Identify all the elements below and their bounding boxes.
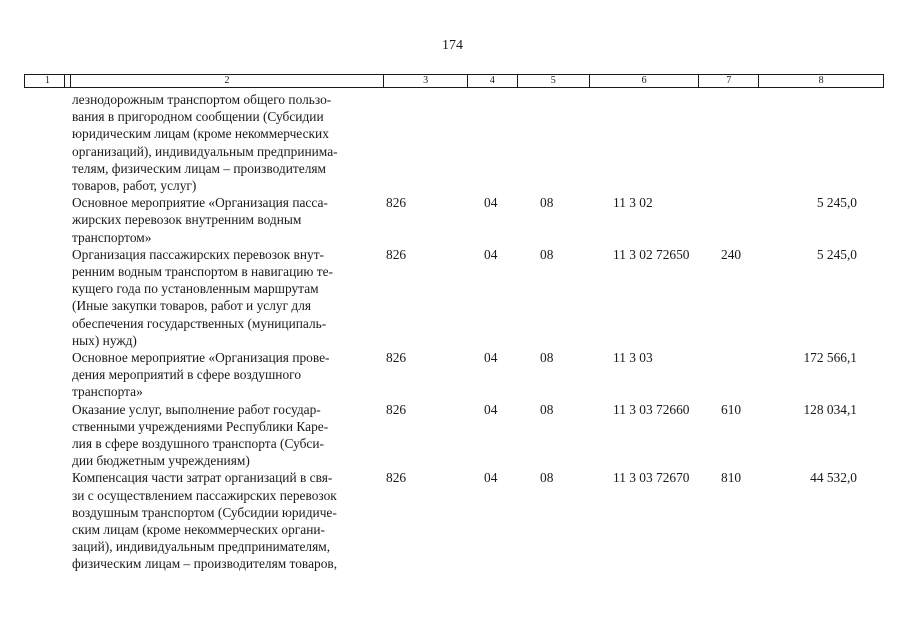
header-col-1-label: 1: [44, 75, 50, 86]
row-ministry: 826: [386, 470, 407, 486]
row-name-line: жирских перевозок внутренним водным: [72, 212, 302, 228]
table-row: [24, 91, 884, 194]
row-expense-type: 240: [721, 246, 742, 262]
page-number: 174: [442, 38, 463, 53]
header-col-1-divider: [64, 75, 70, 87]
row-name-line: кущего года по установленным маршрутам: [72, 281, 319, 297]
row-name: [24, 194, 382, 246]
row-amount: 5 245,0: [816, 246, 857, 262]
row-section: 04: [484, 350, 498, 366]
row-name-line: зи с осуществлением пассажирских перевозок: [72, 487, 337, 503]
row-name-line: лезнодорожным транспортом общего пользо-: [72, 92, 332, 107]
row-name-line: Оказание услуг, выполнение работ государ-: [72, 401, 321, 417]
row-name: [24, 469, 382, 572]
row-name-line: Основное мероприятие «Организация пасса-: [72, 195, 328, 211]
row-name-line: ренним водным транспортом в навигацию те-: [72, 264, 334, 280]
table-row: [24, 349, 884, 401]
row-ministry: 826: [386, 195, 407, 211]
table-row: [24, 469, 884, 572]
row-target: 11 3 03 72670: [613, 470, 690, 486]
row-target: 11 3 03: [613, 350, 653, 366]
row-expense-type: 610: [721, 401, 742, 417]
row-name-line: ных) нужд): [72, 332, 137, 348]
row-name-line: организаций), индивидуальным предпринима-: [72, 143, 338, 159]
row-name-line: ственными учреждениями Республики Каре-: [72, 418, 329, 434]
row-name: [24, 401, 382, 470]
row-name-line: воздушным транспортом (Субсидии юридиче-: [72, 504, 337, 520]
row-subsection: 08: [540, 195, 554, 211]
row-section: 04: [484, 246, 498, 262]
row-name-line: Организация пассажирских перевозок внут-: [72, 246, 325, 262]
row-name-line: физическим лицам – производителям товаров,: [72, 556, 338, 572]
row-ministry: 826: [386, 246, 407, 262]
row-name-line: дии бюджетным учреждениям): [72, 453, 250, 469]
row-section: 04: [484, 470, 498, 486]
header-col-3: 3: [383, 75, 467, 87]
row-subsection: 08: [540, 401, 554, 417]
row-target: 11 3 02 72650: [613, 246, 690, 262]
row-amount: 172 566,1: [803, 350, 857, 366]
row-expense-type: [721, 349, 781, 401]
header-col-4: 4: [467, 75, 517, 87]
row-subsection: 08: [540, 470, 554, 486]
header-col-7: 7: [698, 75, 758, 87]
row-amount: 5 245,0: [816, 195, 857, 211]
row-name-line: телям, физическим лицам – производителям: [72, 160, 327, 176]
row-ministry: 826: [386, 350, 407, 366]
row-name-line: лия в сфере воздушного транспорта (Субси-: [72, 436, 325, 452]
row-target: [613, 91, 721, 194]
row-name-line: юридическим лицам (кроме некоммерческих: [72, 126, 329, 142]
row-target: 11 3 02: [613, 195, 653, 211]
header-col-2: 2: [70, 75, 383, 87]
row-name-line: транспортом»: [72, 229, 152, 245]
budget-table: [24, 74, 884, 573]
row-amount: [781, 91, 857, 194]
row-expense-type: [721, 91, 781, 194]
row-subsection: 08: [540, 350, 554, 366]
row-expense-type: [721, 194, 781, 246]
row-ministry: 826: [386, 401, 407, 417]
row-name-line: заций), индивидуальным предпринимателям,: [72, 539, 331, 555]
row-subsection: 08: [540, 246, 554, 262]
table-header-row: [24, 74, 884, 88]
row-subsection: [540, 91, 613, 194]
row-name-line: Компенсация части затрат организаций в свя-: [72, 470, 333, 486]
row-name-line: вания в пригородном сообщении (Субсидии: [72, 109, 324, 125]
row-name-line: Основное мероприятие «Организация прове-: [72, 350, 330, 366]
row-name: [24, 91, 382, 194]
row-name-line: товаров, работ, услуг): [72, 178, 197, 194]
row-name: [24, 349, 382, 401]
header-col-6: 6: [589, 75, 699, 87]
table-row: [24, 194, 884, 246]
header-col-5: 5: [517, 75, 589, 87]
row-section: 04: [484, 401, 498, 417]
row-section: [484, 91, 540, 194]
row-name-line: обеспечения государственных (муниципаль-: [72, 315, 327, 331]
row-name-line: ским лицам (кроме некоммерческих органи-: [72, 522, 325, 538]
header-col-1: [25, 75, 70, 87]
row-name-line: (Иные закупки товаров, работ и услуг для: [72, 298, 312, 314]
row-amount: 128 034,1: [803, 401, 857, 417]
row-expense-type: 810: [721, 470, 742, 486]
row-amount: 44 532,0: [810, 470, 857, 486]
row-name-line: транспорта»: [72, 384, 143, 400]
row-name-line: дения мероприятий в сфере воздушного: [72, 367, 302, 383]
row-section: 04: [484, 195, 498, 211]
table-body: [24, 91, 884, 573]
row-ministry: [382, 91, 484, 194]
table-row: [24, 401, 884, 470]
header-col-8: 8: [758, 75, 883, 87]
row-name: [24, 246, 382, 349]
table-row: [24, 246, 884, 349]
row-target: 11 3 03 72660: [613, 401, 690, 417]
